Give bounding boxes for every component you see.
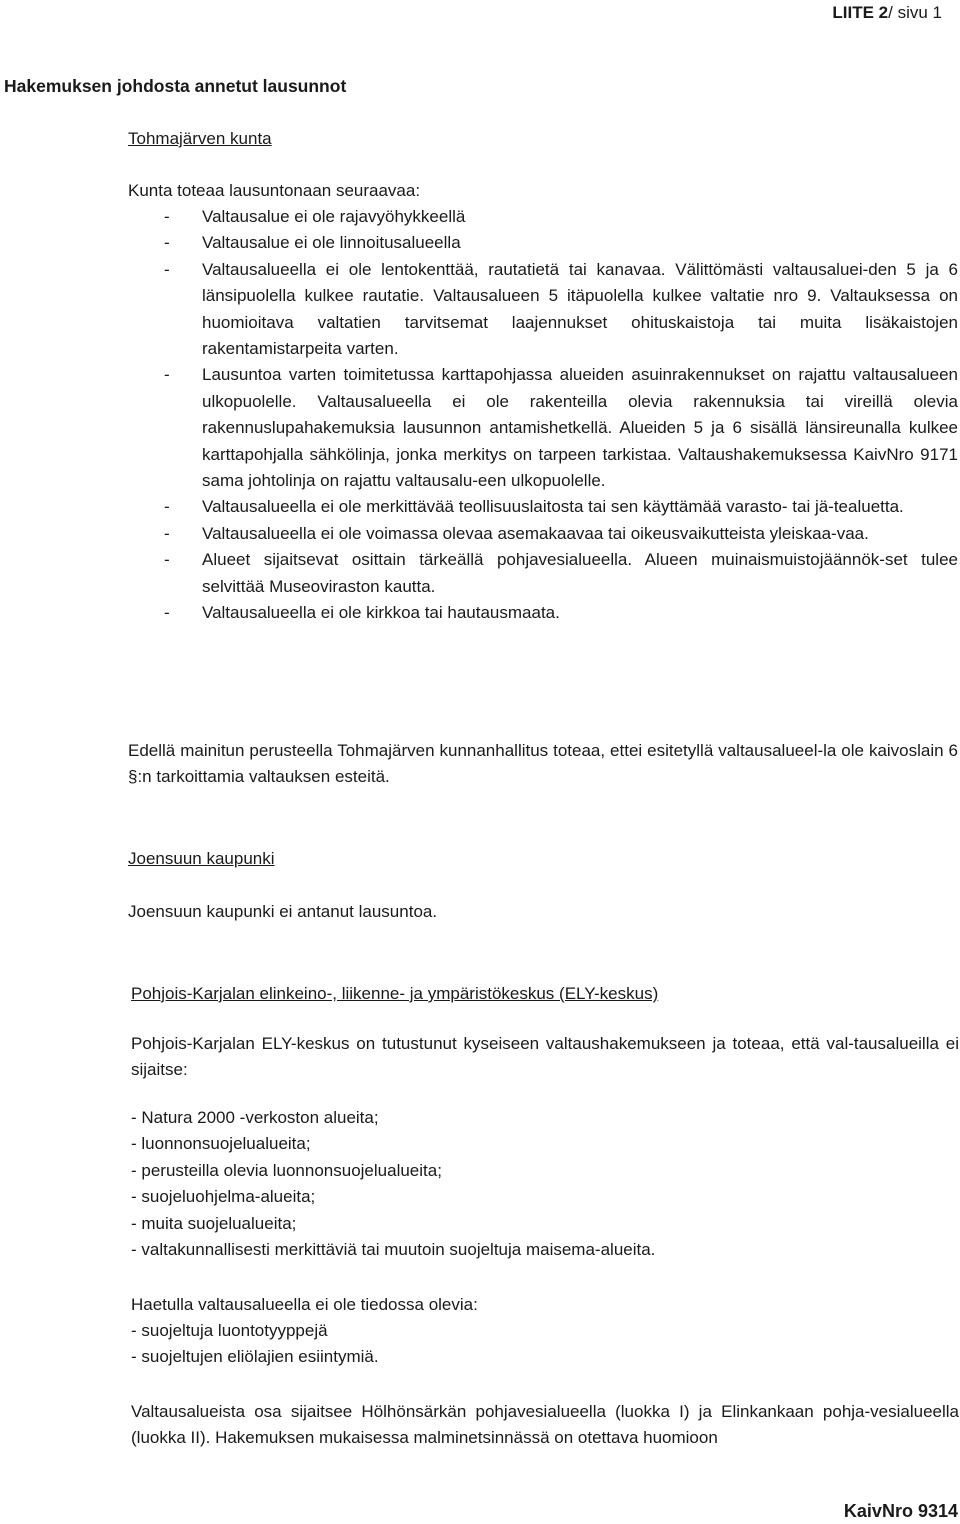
section-heading-joensuu: Joensuun kaupunki [128,849,275,868]
document-title: Hakemuksen johdosta annetut lausunnot [4,76,347,96]
conclusion-paragraph: Edellä mainitun perusteella Tohmajärven kunnanhallitus toteaa, ettei esitetyllä valtausalueel-la ole kaivoslain 6 §:n tarkoittamia valtauksen esteitä. [128,741,958,787]
list-item: - suojeltuja luontotyyppejä [131,1321,328,1340]
page-number: / sivu 1 [888,3,942,22]
protected-area-list [131,1105,959,1263]
list-item: - Valtausalueella ei ole voimassa olevaa asemakaavaa tai oikeusvaikutteista yleiskaa-vaa. [164,523,869,543]
section-heading-ely: Pohjois-Karjalan elinkeino-, liikenne- ja ympäristökeskus (ELY-keskus) [131,984,659,1003]
list-item: - suojeluohjelma-alueita; [131,1187,316,1207]
list-item: - Valtausalueella ei ole merkittävää teollisuuslaitosta tai sen käyttämää varasto- tai jä-tealuetta. [164,497,904,517]
groundwater-paragraph: Valtausalueista osa sijaitsee Hölhönsärkän pohjavesialueella (luokka I) ja Elinkankaan pohja-vesialueella (luokka II). Hakemuksen mukaisessa malminetsinnässä on otettava huomioon [131,1402,959,1448]
list-item: - Alueet sijaitsevat osittain tärkeällä pohjavesialueella. Alueen muinaismuistojäännök-set tulee selvittää Museoviraston kautta. [164,550,958,596]
ely-intro: Pohjois-Karjalan ELY-keskus on tutustunut kyseiseen valtaushakemukseen ja toteaa, että val-tausalueilla ei sijaitse: [131,1034,959,1080]
list-item: - suojeltujen eliölajien esiintymiä. [131,1347,379,1367]
list-item: - perusteilla olevia luonnonsuojelualueita; [131,1160,442,1180]
list-item: - Valtausalue ei ole linnoitusalueella [164,233,461,253]
list-item: - Natura 2000 -verkoston alueita; [131,1108,379,1127]
case-number: KaivNro 9314 [843,1501,958,1521]
section-heading-tohmajarvi: Tohmajärven kunta [128,129,272,148]
protected-species-list [131,1318,959,1371]
list-item: - valtakunnallisesti merkittäviä tai muutoin suojeltuja maisema-alueita. [131,1240,656,1260]
list-item: - Valtausalueella ei ole lentokenttää, rautatietä tai kanavaa. Välittömästi valtausaluei-den 5 ja 6 länsipuolella kulkee rautatie. Valtausalueen 5 itäpuolella kulkee valtatie nro 9. Valtauksessa on huomioitava valtatien tarvitsemat laajennukset ohituskaistoja tai muita lisäkaistojen rakentamistarpeita varten. [164,259,958,359]
page-header [832,2,942,24]
list-item: - muita suojelualueita; [131,1213,297,1233]
list-item: - luonnonsuojelualueita; [131,1134,311,1154]
statement-list [128,204,958,627]
attachment-label: LIITE 2 [832,3,889,22]
list-item: - Valtausalue ei ole rajavyöhykkeellä [164,207,466,226]
joensuu-statement: Joensuun kaupunki ei antanut lausuntoa. [128,902,438,921]
list-item: - Valtausalueella ei ole kirkkoa tai hautausmaata. [164,603,560,623]
list-item: - Lausuntoa varten toimitetussa karttapohjassa alueiden asuinrakennukset on rajattu valtausalueen ulkopuolelle. Valtausalueella ei ole rakenteilla olevia rakennuksia tai vireillä olevia rakennuslupahakemuksia lausunnon antamishetkellä. Alueiden 5 ja 6 sisällä länsireunalla kulkee karttapohjalla sähkölinja, jonka merkitys on tarpeen tarkistaa. Valtaushakemuksessa KaivNro 9171 sama johtolinja on rajattu valtausalu-een ulkopuolelle. [164,365,958,491]
section-intro: Kunta toteaa lausuntonaan seuraavaa: [128,181,421,200]
ely-intro-2: Haetulla valtausalueella ei ole tiedossa olevia: [131,1295,478,1314]
